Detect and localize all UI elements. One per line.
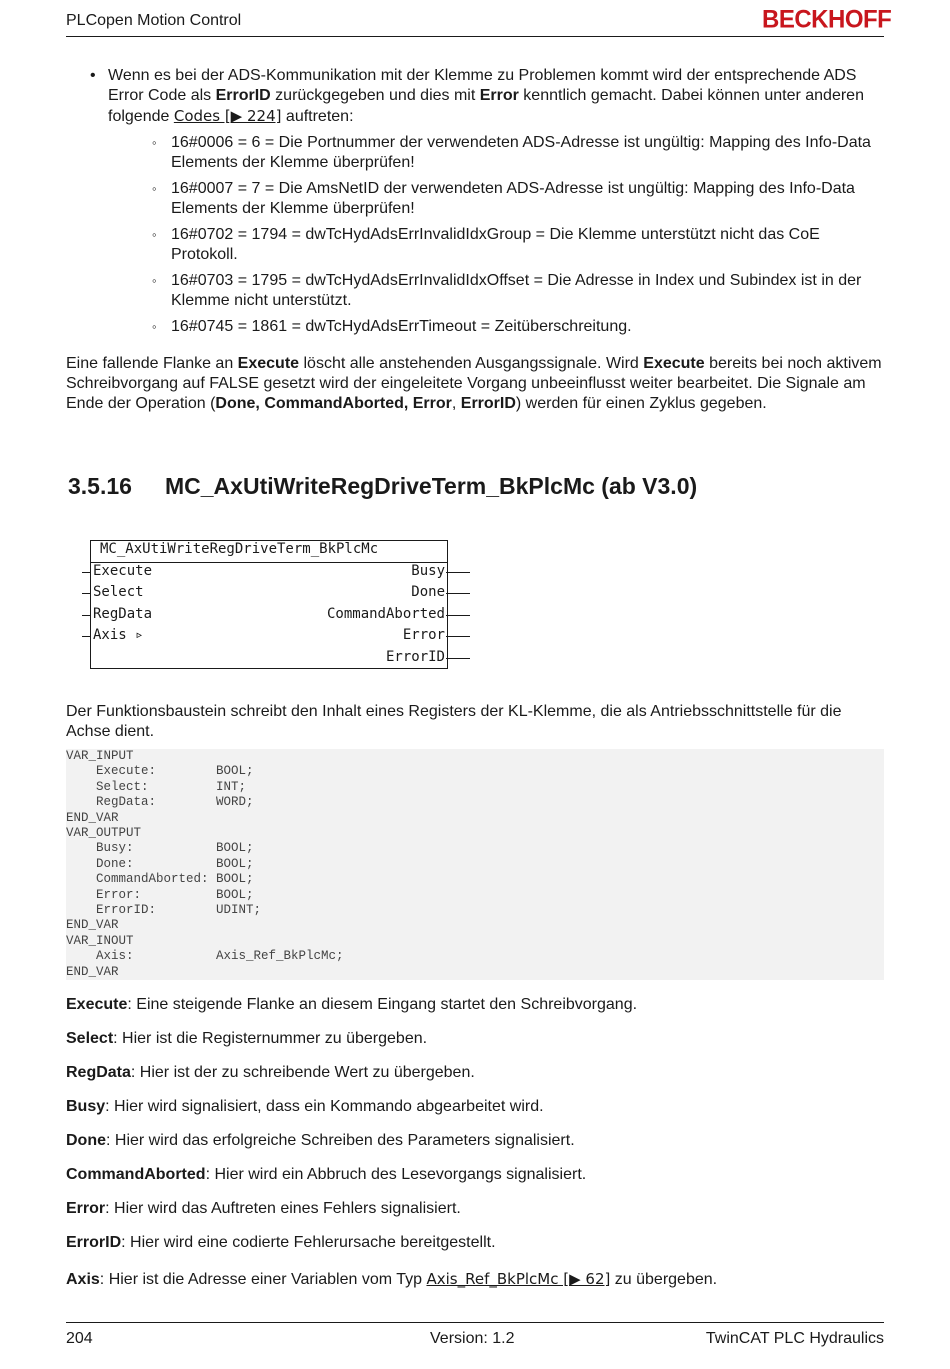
error-code-item: ◦ 16#0703 = 1795 = dwTcHydAdsErrInvalidIdxOffset = Die Adresse in Index und Subindex ist in der Klemme nicht unterstützt. xyxy=(108,271,884,311)
fb-description: Der Funktionsbaustein schreibt den Inhalt eines Registers der KL-Klemme, die als Antriebsschnittstelle für die Achse dient. xyxy=(66,703,842,740)
ads-error-bullet: • Wenn es bei der ADS-Kommunikation mit der Klemme zu Problemen kommt wird der entsprechende ADS Error Code als ErrorID zurückgegeben und dies mit Error kenntlich gemacht. Dabei können unter anderen folgende Codes [▶ 224] auftreten: ◦ 16#0006 = 6 = Die Portnummer der verwendeten ADS-Adresse ist ungültig: Mapping des Info-Data Elements der Klemme überprüfen! ◦ 16#0007 = 7 = Die AmsNetID der verwendeten ADS-Adresse ist ungültig: Mapping des Info-Data Elements der Klemme überprüfen! ◦ 16#0702 = 1794 = dwTcHydAdsErrInvalidIdxGroup = Die Klemme unterstützt nicht das CoE Protokoll. ◦ 16#0703 = 1795 = dwTcHydAdsErrInvalidIdxOffset = Die Adresse in Index und Subindex ist in der Klemme nicht unterstützt. ◦ 16#0745 = 1861 = dwTcHydAdsErrTimeout = Zeitüberschreitung. xyxy=(66,66,884,337)
param-execute: Execute: Eine steigende Flanke an diesem Eingang startet den Schreibvorgang. xyxy=(66,996,638,1013)
declaration-code: VAR_INPUT Execute: BOOL; Select: INT; RegData: WORD; END_VAR VAR_OUTPUT Busy: BOOL; Done: BOOL; CommandAborted: BOOL; Error: BOOL; ErrorID: UDINT; END_VAR VAR_INOUT Axis: Axis_Ref_BkPlcMc; END_VAR xyxy=(66,749,344,979)
page-number: 204 xyxy=(66,1330,93,1347)
output-pin-line xyxy=(446,658,470,659)
output-pin-line xyxy=(446,615,470,616)
fb-output-error: Error xyxy=(402,627,445,643)
fb-input-execute: Execute xyxy=(93,563,153,579)
output-pin-line xyxy=(446,572,470,573)
param-errorid: ErrorID: Hier wird eine codierte Fehlerursache bereitgestellt. xyxy=(66,1234,496,1251)
header-rule xyxy=(66,36,884,37)
fb-input-regdata: RegData xyxy=(93,606,153,622)
fb-output-errorid: ErrorID xyxy=(385,649,445,665)
error-code-item: ◦ 16#0745 = 1861 = dwTcHydAdsErrTimeout = Zeitüberschreitung. xyxy=(108,317,884,337)
output-pin-line xyxy=(446,593,470,594)
ads-error-list xyxy=(66,66,884,343)
fb-name: MC_AxUtiWriteRegDriveTerm_BkPlcMc xyxy=(100,541,379,557)
axis-ref-link[interactable]: Axis_Ref_BkPlcMc [▶ 62] xyxy=(426,1270,611,1288)
error-code-item: ◦ 16#0702 = 1794 = dwTcHydAdsErrInvalidIdxGroup = Die Klemme unterstützt nicht das CoE Protokoll. xyxy=(108,225,884,265)
fb-input-select: Select xyxy=(93,584,144,600)
footer-rule xyxy=(66,1322,884,1323)
fb-output-done: Done xyxy=(411,584,445,600)
falling-edge-paragraph: Eine fallende Flanke an Execute löscht alle anstehenden Ausgangssignale. Wird Execute bereits bei noch aktivem Schreibvorgang auf FALSE gesetzt wird der eingeleitete Vorgang unbeeinflusst weiter bearbeitet. Die Signale am Ende der Operation (Done, CommandAborted, Error, ErrorID) werden für einen Zyklus gegeben. xyxy=(66,355,882,412)
declaration-code-block xyxy=(66,749,884,980)
param-busy: Busy: Hier wird signalisiert, dass ein Kommando abgearbeitet wird. xyxy=(66,1098,544,1115)
section-number: 3.5.16 xyxy=(68,473,132,499)
version-label: Version: 1.2 xyxy=(430,1330,515,1347)
param-done: Done: Hier wird das erfolgreiche Schreiben des Parameters signalisiert. xyxy=(66,1132,575,1149)
param-error: Error: Hier wird das Auftreten eines Fehlers signalisiert. xyxy=(66,1200,461,1217)
section-title: MC_AxUtiWriteRegDriveTerm_BkPlcMc (ab V3.0) xyxy=(165,473,698,499)
fb-input-axis: Axis ▹ xyxy=(93,627,144,643)
fb-output-commandaborted: CommandAborted xyxy=(326,606,445,622)
input-pin-line xyxy=(82,572,91,573)
header-title: PLCopen Motion Control xyxy=(66,12,242,29)
error-code-item: ◦ 16#0007 = 7 = Die AmsNetID der verwendeten ADS-Adresse ist ungültig: Mapping des Info-Data Elements der Klemme überprüfen! xyxy=(108,179,884,219)
param-select: Select: Hier ist die Registernummer zu übergeben. xyxy=(66,1030,428,1047)
param-regdata: RegData: Hier ist der zu schreibende Wert zu übergeben. xyxy=(66,1064,475,1081)
error-code-item: ◦ 16#0006 = 6 = Die Portnummer der verwendeten ADS-Adresse ist ungültig: Mapping des Info-Data Elements der Klemme überprüfen! xyxy=(108,133,884,173)
fb-output-busy: Busy xyxy=(411,563,445,579)
product-name: TwinCAT PLC Hydraulics xyxy=(705,1330,884,1347)
param-commandaborted: CommandAborted: Hier wird ein Abbruch des Lesevorgangs signalisiert. xyxy=(66,1166,587,1183)
codes-link[interactable]: Codes [▶ 224] xyxy=(173,107,282,125)
section-heading xyxy=(68,473,697,500)
input-pin-line xyxy=(82,593,91,594)
input-pin-line xyxy=(82,636,91,637)
param-axis: Axis: Hier ist die Adresse einer Variablen vom Typ Axis_Ref_BkPlcMc [▶ 62] zu übergeben. xyxy=(66,1270,718,1288)
beckhoff-logo: BECKHOFF xyxy=(762,5,892,34)
output-pin-line xyxy=(446,636,470,637)
input-pin-line xyxy=(82,615,91,616)
